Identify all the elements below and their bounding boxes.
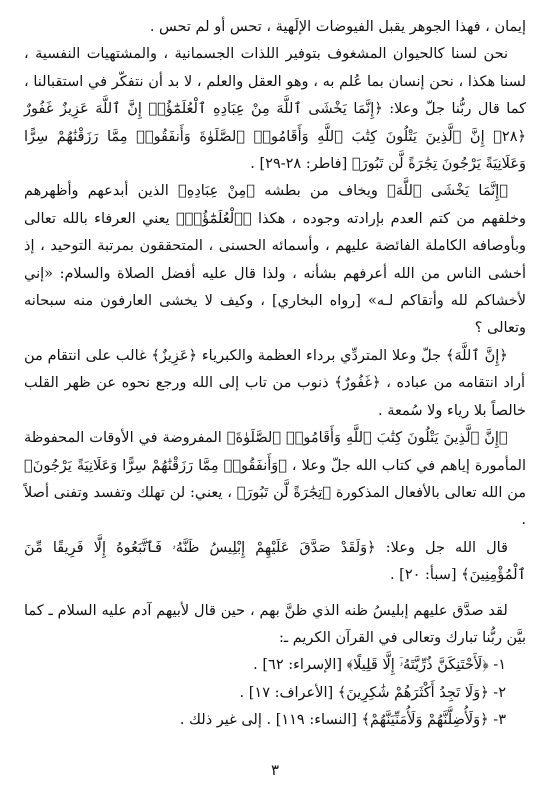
list-item-text: ٣- ﴿وَلَأُضِلَّنَّهُمْ وَلَأُمَنِّيَنَّهُمْ﴾ [النساء: ١١٩] . إلى غير ذلك . xyxy=(179,712,506,729)
text-line: ﴿إِنَّ ٱللَّهَ﴾ جلّ وعلا المتردِّي برداء العظمة والكبرياء ﴿عَزِيزٌ﴾ غالب على انتقام من xyxy=(24,347,508,364)
list-item-text: ١- ﴿لَأَحْتَنِكَنَّ ذُرِّيَّتَهُۥٓ إِلَّا قَلِيلًا﴾ [الإسراء: ٦٢] . xyxy=(253,657,506,674)
paragraph xyxy=(24,535,526,590)
quran-verse: قال الله جل وعلا: ﴿وَلَقَدْ صَدَّقَ عَلَيْهِمْ إِبْلِيسُ ظَنَّهُۥ فَٱتَّبَعُوهُ إِلَّا فَرِيقًا مِّنَ ٱلْمُؤْمِنِينَ﴾ xyxy=(24,539,526,584)
page-number: ٣ xyxy=(270,761,280,779)
list-item xyxy=(24,707,526,734)
hadith-quote: أعرفهم بشأنه ، ولذا قال عليه أفضل الصلاة والسلام: «إني لأخشاكم لله وأتقاكم لـه» [رواه xyxy=(24,265,526,310)
text-line: نحن لسنا كالحيوان المشغوف بتوفير اللذات الجسمانية ، والمشتهيات النفسية ، لسنا xyxy=(24,46,526,90)
paragraph xyxy=(24,178,526,342)
quran-verse: وَأَقَامُوا۟ ٱلصَّلَوٰةَ وَأَنفَقُوا۟ مِمَّا رَزَقْنَٰهُمْ سِرًّا وَعَلَانِيَةً يَرْجُونَ تِجَٰرَةً لَّن تَبُورَ﴾ [فاطر: ٢٨-٢٩] . xyxy=(24,128,526,173)
text-line: الفائضة عليهم ، وأسمائه الحسنى ، المتحققون بمرتبة التوحيد ، إذ أخشى الناس من الله xyxy=(24,238,527,282)
paragraph xyxy=(24,41,526,178)
paragraph xyxy=(24,425,526,535)
text-line: إيمان ، فهذا الجوهر يقبل الفيوضات الإلَهية ، تحس أو لم تحس . xyxy=(149,19,526,35)
paragraph xyxy=(24,14,526,41)
list-item xyxy=(24,680,526,707)
text-line: بيَّن ربُّنا تبارك وتعالى في القرآن الكريم ـ: xyxy=(278,629,526,646)
paragraph xyxy=(24,343,526,425)
list-item-text: ٢- ﴿وَلَا تَجِدُ أَكْثَرَهُمْ شَٰكِرِينَ﴾ [الأعراف: ١٧] . xyxy=(239,684,506,701)
paragraph xyxy=(24,598,526,653)
verse-reference: [سبأ: ٢٠] . xyxy=(389,567,457,584)
text-line: المأمورة إياهم في كتاب الله جلّ وعلا ، ﴿وَأَنفَقُوا۟ مِمَّا رَزَقْنَٰهُمْ سِرًّا وَعَلَانِيَةً يَرْجُونَ﴾ من xyxy=(24,457,526,501)
quran-verse: ﴿إِنَّ ٱلَّذِينَ يَتْلُونَ كِتَٰبَ ٱللَّهِ وَأَقَامُوا۟ ٱلصَّلَوٰةَ﴾ المفروضة في الأوقات المحفوظة xyxy=(24,430,508,447)
list-item xyxy=(24,652,526,679)
text-line: لقد صدَّق عليهم إبليسُ ظنه الذي ظنَّ بهم ، حين قال لأبيهم آدم عليه السلام ـ كما xyxy=(24,602,508,619)
text-line: خالصاً بلا رياء ولا سُمعة . xyxy=(378,402,526,419)
text-line: ﴿إِنَّمَا يَخْشَى ٱللَّهَ﴾ ويخاف من بطشه ﴿مِنْ عِبَادِهِ﴾ الذين أبدعهم وأظهرهم وخلقهم من xyxy=(24,183,526,227)
text-line: أراد انتقامه من عباده ، ﴿غَفُورٌ﴾ ذنوب من تاب إلى الله ورجع نحوه عن ظهر القلب xyxy=(24,375,525,392)
body-text xyxy=(24,14,526,735)
text-line: البخاري] ، وكيف لا يخشى العارفون منه سبحانه وتعالى ؟ xyxy=(24,293,526,337)
text-line: كتم العدم بإرادته وجوده ، هكذا ﴿ٱلْعُلَمَٰٓؤُا۟﴾ يعني العرفاء بالله تعالى وبأوصافه الكاملة xyxy=(24,210,526,255)
quran-verse: جلّ وعلا: ﴿إِنَّمَا يَخْشَى ٱللَّهَ مِنْ عِبَادِهِ ٱلْعُلَمَٰٓؤُا۟ إِنَّ ٱللَّهَ عَزِيزٌ غَفُورٌ ﴿٢٨﴾ إِنَّ ٱلَّذِينَ يَتْلُونَ كِتَٰبَ ٱللَّهِ xyxy=(24,101,526,145)
text-line: هكذا ، نحن إنسان بما عُلم به ، وهو العقل والعلم ، لا بد أن نتفكّر في استقبالنا ، كما قال ربُّنا xyxy=(24,73,527,118)
text-line: الله تعالى بالأفعال المذكورة ﴿تِجَٰرَةً لَّن تَبُورَ﴾ ، يعني: لن تهلك وتفسد وتفنى أصلاً . xyxy=(24,484,526,529)
